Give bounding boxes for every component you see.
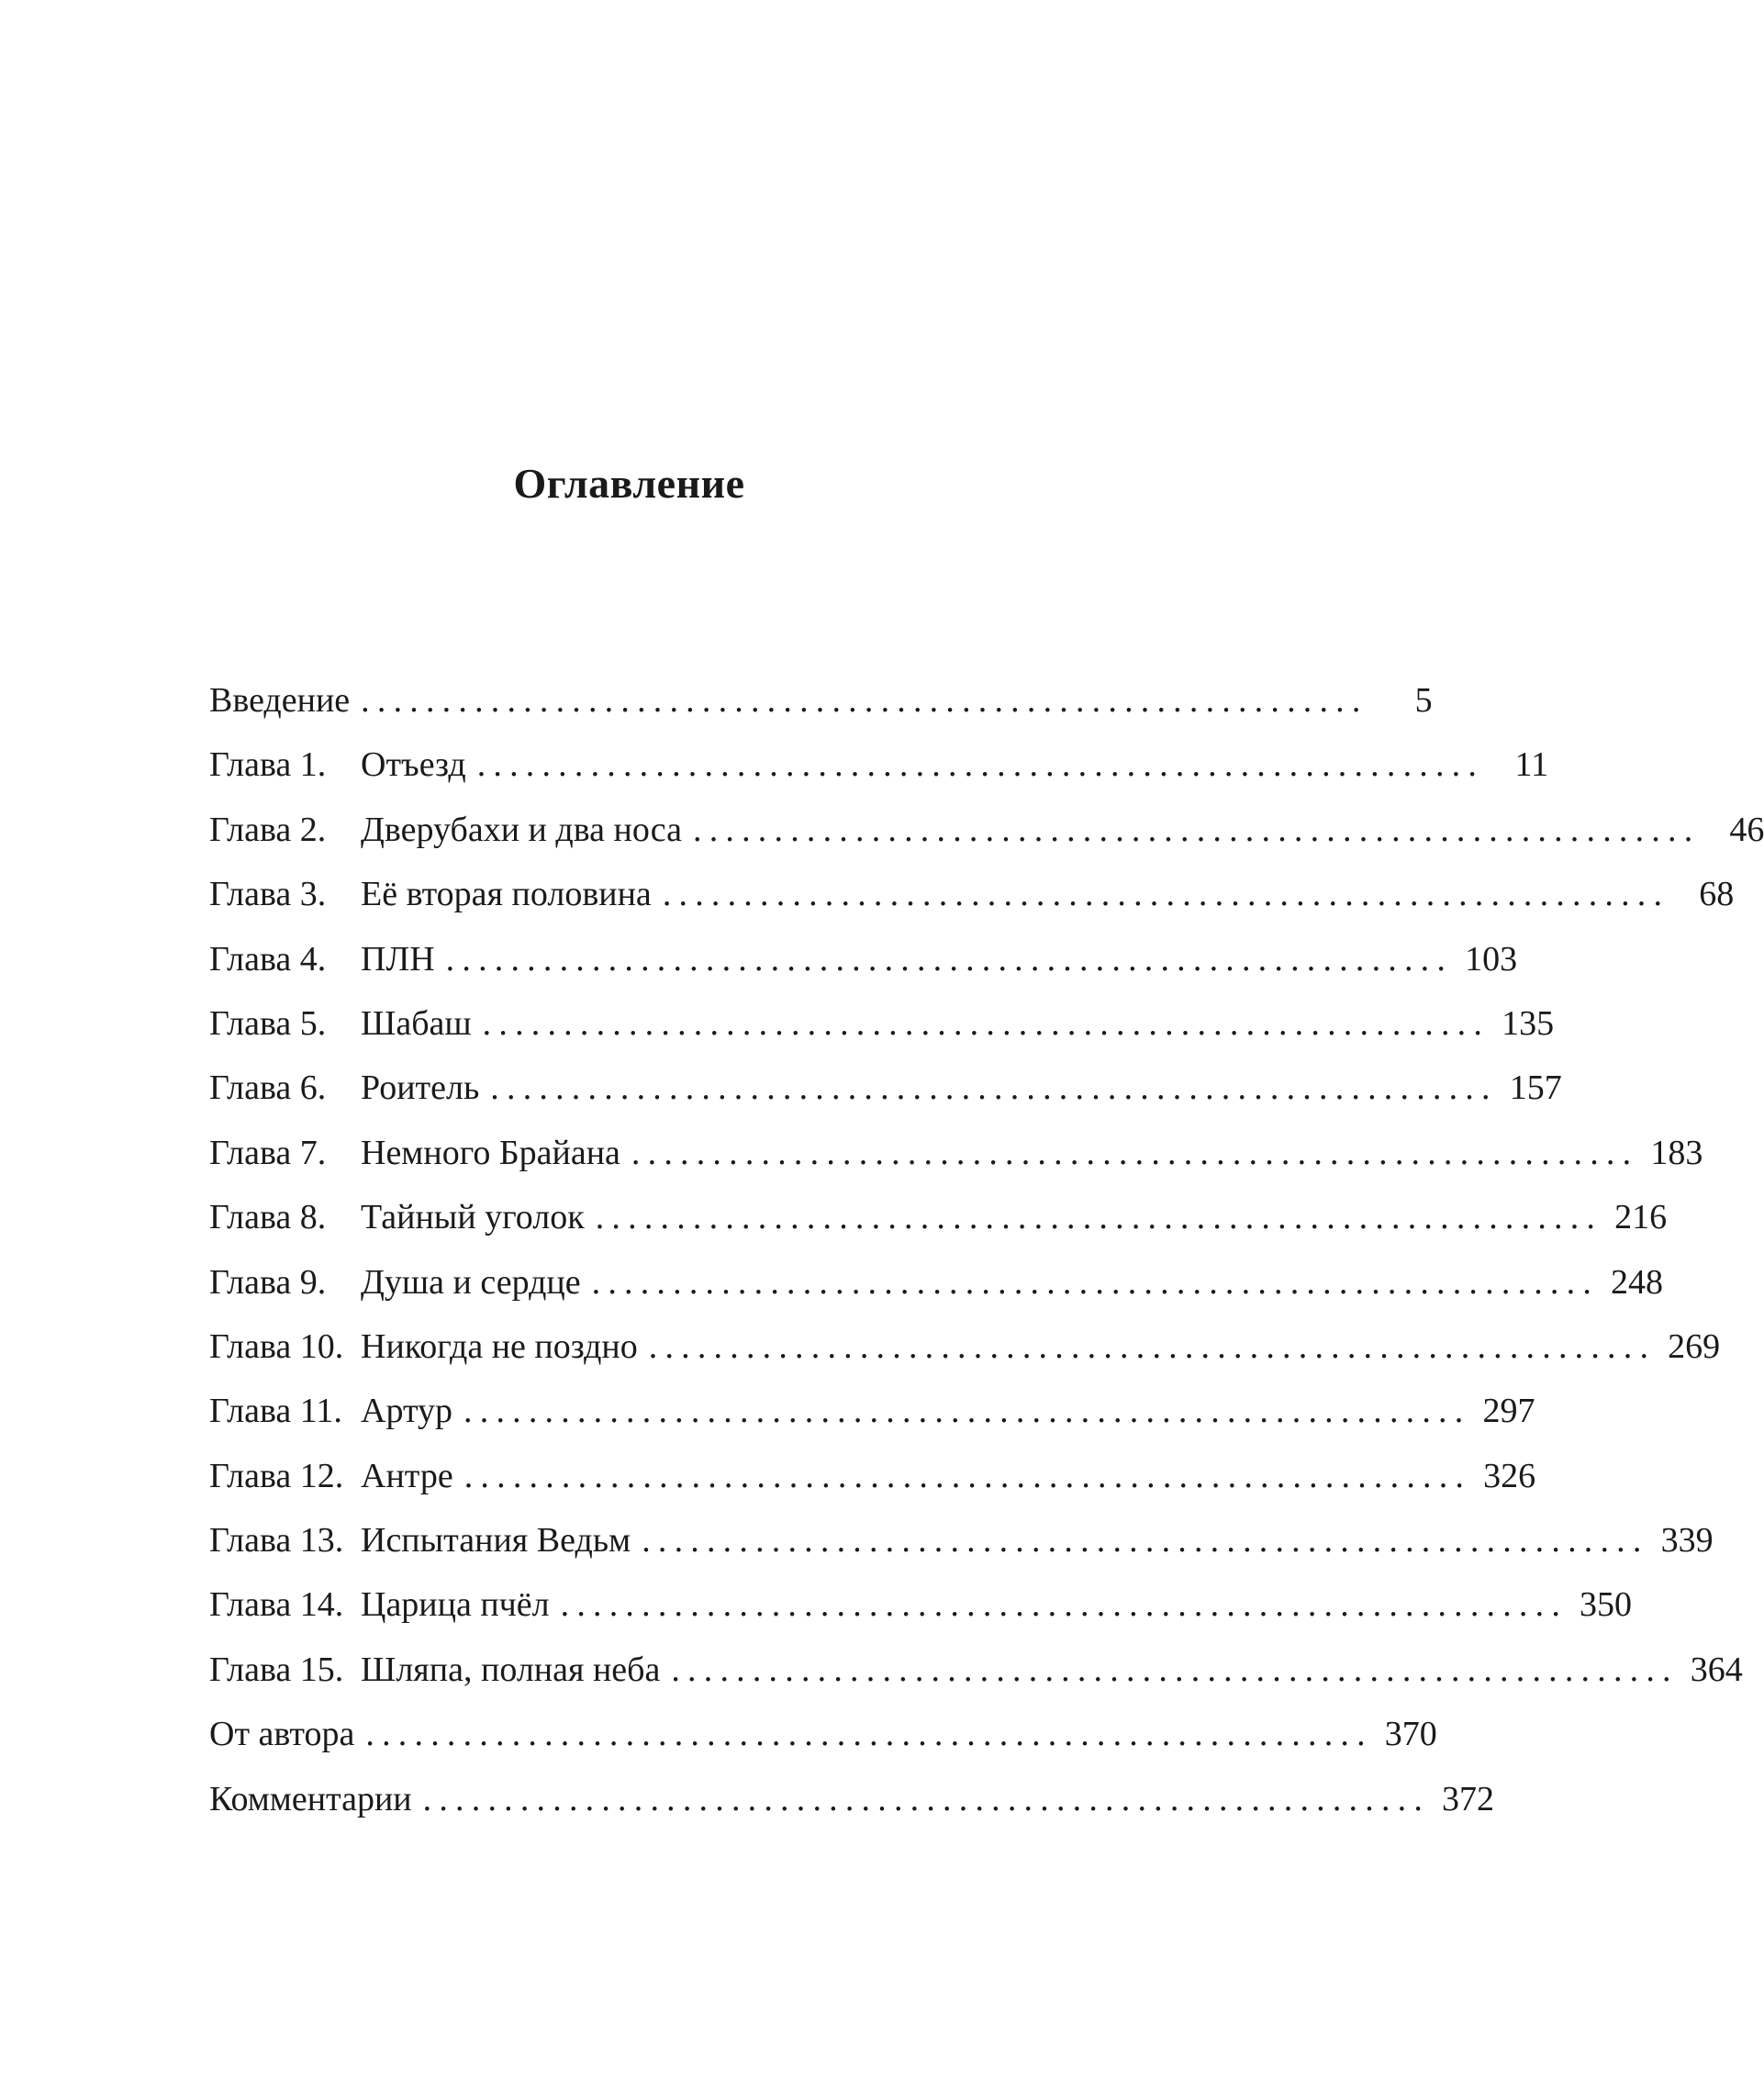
toc-entry-page: 216 <box>1614 1198 1668 1237</box>
toc-leader-dots: .............................................................. <box>671 1650 1679 1689</box>
toc-entry[interactable] <box>209 668 1433 733</box>
toc-entry-chapter: Глава 1. <box>209 745 327 785</box>
toc-leader-dots: .............................................................. <box>482 1003 1490 1043</box>
toc-entry-title: Испытания Ведьм <box>361 1521 631 1561</box>
toc-entry-title: Комментарии <box>209 1779 412 1818</box>
toc-entry-chapter: Глава 14. <box>209 1585 344 1625</box>
toc-entry-page: 370 <box>1384 1715 1437 1754</box>
toc-entry-title: Артур <box>361 1392 453 1431</box>
toc-entry[interactable] <box>209 1702 1437 1766</box>
toc-entry-chapter: Глава 11. <box>209 1392 342 1431</box>
toc-entry-page: 248 <box>1611 1262 1664 1302</box>
toc-entry-chapter: Глава 3. <box>209 875 327 914</box>
toc-entry-page: 372 <box>1442 1779 1495 1818</box>
toc-leader-dots: .............................................................. <box>648 1326 1657 1366</box>
toc-entry-chapter: Глава 9. <box>209 1262 327 1302</box>
toc-leader-dots: .............................................................. <box>361 681 1368 720</box>
toc-entry[interactable] <box>209 1185 1668 1249</box>
toc-leader-dots: .............................................................. <box>642 1521 1649 1561</box>
toc-leader-dots: .............................................................. <box>631 1133 1639 1172</box>
toc-leader-dots: .............................................................. <box>365 1715 1373 1754</box>
toc-entry-page: 135 <box>1502 1003 1555 1043</box>
toc-entry-page: 157 <box>1509 1068 1562 1108</box>
toc-entry-chapter: Глава 5. <box>209 1003 327 1043</box>
toc-entry-page: 11 <box>1514 745 1549 785</box>
toc-entry-title: ПЛН <box>361 939 435 979</box>
toc-entry[interactable] <box>209 1638 1743 1702</box>
toc-entry-page: 339 <box>1660 1521 1714 1561</box>
toc-leader-dots: .............................................................. <box>662 875 1670 914</box>
toc-entry-page: 326 <box>1483 1456 1536 1495</box>
toc-entry-title: Антре <box>361 1456 453 1495</box>
toc-entry-title: Введение <box>209 681 351 720</box>
toc-entry-title: Немного Брайана <box>361 1133 620 1172</box>
toc-entry[interactable] <box>209 927 1518 991</box>
toc-entry-title: Душа и сердце <box>361 1262 581 1302</box>
toc-entry-title: Царица пчёл <box>361 1585 550 1625</box>
toc-entry[interactable] <box>209 1315 1721 1379</box>
toc-entry-title: Дверубахи и два носа <box>361 810 682 849</box>
toc-entry-title: Её вторая половина <box>361 875 652 914</box>
toc-entry-chapter: Глава 15. <box>209 1650 344 1689</box>
toc-entry-page: 103 <box>1465 939 1518 979</box>
toc-entry[interactable] <box>209 1767 1495 1831</box>
toc-entry-chapter: Глава 7. <box>209 1133 327 1172</box>
toc-entry[interactable] <box>209 1121 1703 1185</box>
toc-leader-dots: .............................................................. <box>560 1585 1569 1625</box>
toc-entry[interactable] <box>209 1379 1535 1443</box>
toc-entry-page: 350 <box>1580 1585 1633 1625</box>
toc-leader-dots: .............................................................. <box>463 1392 1471 1431</box>
toc-entry[interactable] <box>209 1444 1536 1508</box>
toc-entry[interactable] <box>209 733 1549 797</box>
toc-leader-dots: .............................................................. <box>445 939 1454 979</box>
toc-entry-title: Тайный уголок <box>361 1198 585 1237</box>
toc-entry-page: 46 <box>1729 810 1764 849</box>
toc-list <box>209 668 1764 1831</box>
toc-entry-title: Отъезд <box>361 745 466 785</box>
toc-entry-chapter: Глава 6. <box>209 1068 327 1108</box>
toc-entry-page: 183 <box>1650 1133 1703 1172</box>
toc-leader-dots: .............................................................. <box>422 1779 1431 1818</box>
toc-entry[interactable] <box>209 862 1735 926</box>
toc-entry[interactable] <box>209 1572 1633 1637</box>
toc-entry-page: 364 <box>1690 1650 1743 1689</box>
toc-entry-page: 5 <box>1414 681 1433 720</box>
toc-entry-page: 68 <box>1699 875 1735 914</box>
toc-entry[interactable] <box>209 1508 1714 1572</box>
toc-entry-chapter: Глава 10. <box>209 1326 344 1366</box>
toc-entry[interactable] <box>209 1056 1562 1120</box>
toc-entry-title: Шляпа, полная неба <box>361 1650 661 1689</box>
toc-heading: Оглавление <box>513 460 745 507</box>
toc-leader-dots: .............................................................. <box>595 1198 1603 1237</box>
toc-entry[interactable] <box>209 798 1764 862</box>
toc-entry-page: 297 <box>1482 1392 1535 1431</box>
toc-entry-chapter: Глава 8. <box>209 1198 327 1237</box>
toc-entry-title: Роитель <box>361 1068 480 1108</box>
toc-entry-title: От автора <box>209 1715 355 1754</box>
toc-entry-title: Шабаш <box>361 1003 472 1043</box>
toc-leader-dots: .............................................................. <box>591 1262 1600 1302</box>
toc-entry-chapter: Глава 13. <box>209 1521 344 1561</box>
toc-leader-dots: .............................................................. <box>463 1456 1472 1495</box>
toc-leader-dots: .............................................................. <box>476 745 1485 785</box>
toc-entry-chapter: Глава 2. <box>209 810 327 849</box>
toc-entry-chapter: Глава 12. <box>209 1456 344 1495</box>
toc-leader-dots: .............................................................. <box>490 1068 1498 1108</box>
toc-leader-dots: .............................................................. <box>693 810 1701 849</box>
toc-entry-page: 269 <box>1668 1326 1721 1366</box>
toc-entry[interactable] <box>209 991 1555 1056</box>
toc-entry-chapter: Глава 4. <box>209 939 327 979</box>
toc-entry[interactable] <box>209 1250 1664 1315</box>
toc-entry-title: Никогда не поздно <box>361 1326 638 1366</box>
